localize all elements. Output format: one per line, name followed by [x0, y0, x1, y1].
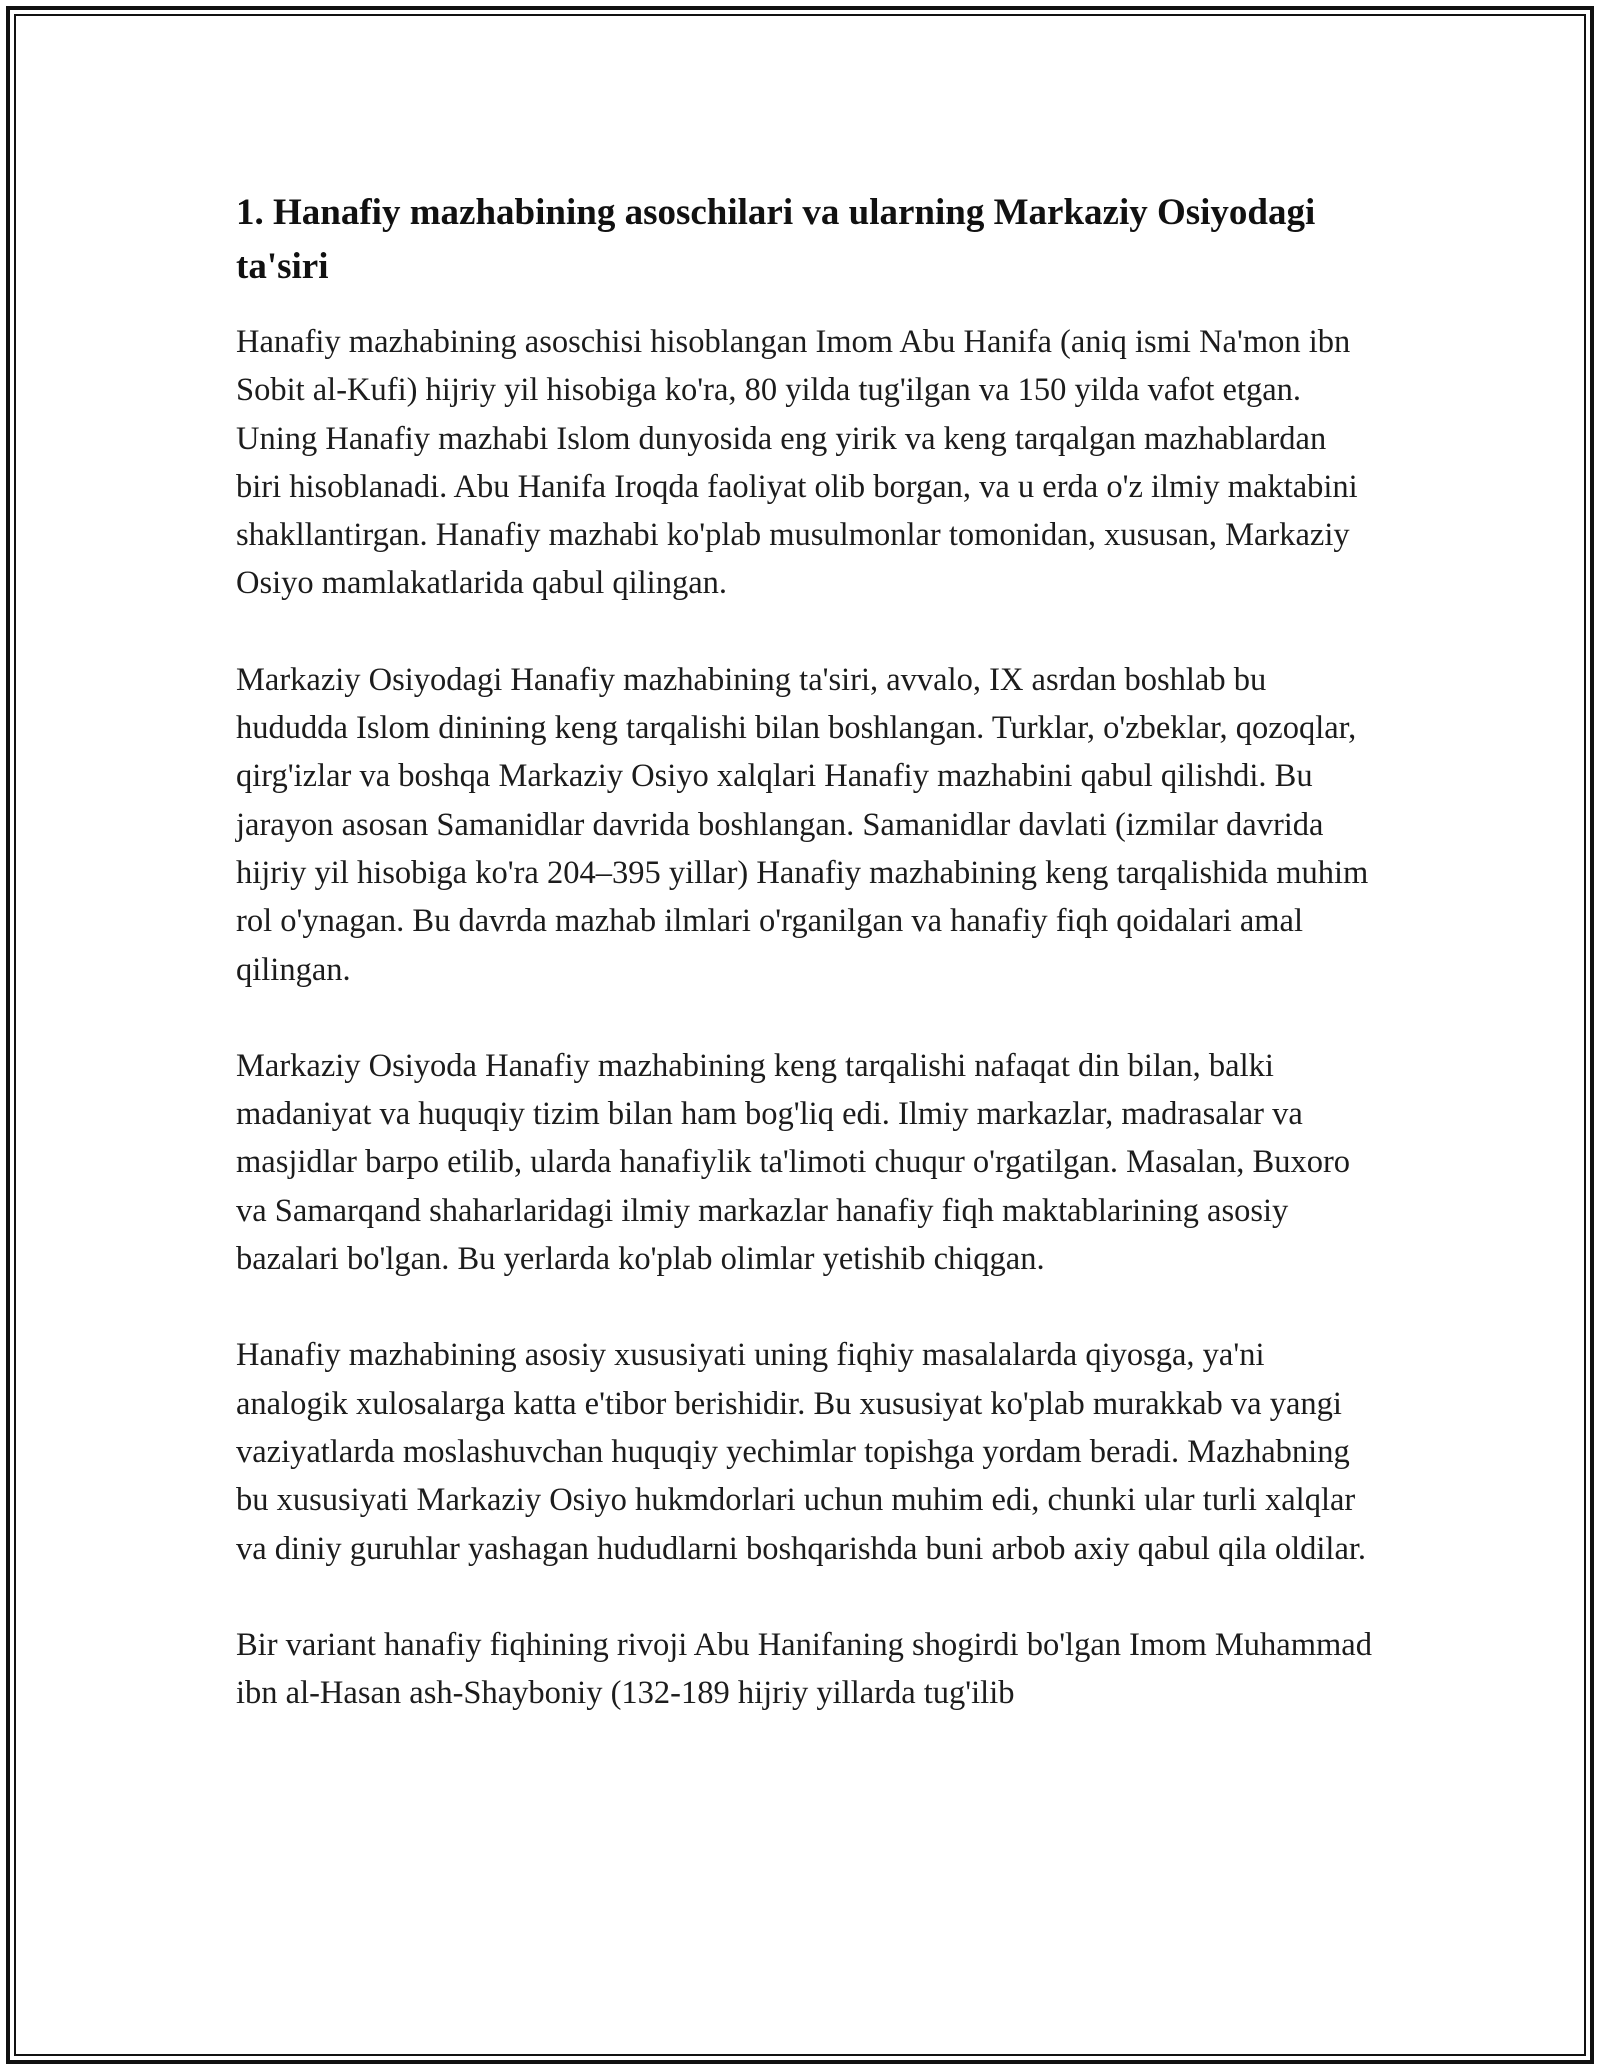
paragraph-4: Hanafiy mazhabining asosiy xususiyati uning fiqhiy masalalarda qiyosga, ya'ni analogik xulosalarga katta e'tibor berishidir. Bu xususiyat ko'plab murakkab va yangi vaziyatlarda moslashuvchan huquqiy yechimlar topishga yordam beradi. Mazhabning bu xususiyati Markaziy Osiyo hukmdorlari uchun muhim edi, chunki ular turli xalqlar va diniy guruhlar yashagan hududlarni boshqarishda buni arbob axiy qabul qila oldilar. [236, 1337, 1367, 1567]
document-body [236, 186, 1376, 1765]
paragraph-2: Markaziy Osiyodagi Hanafiy mazhabining ta'siri, avvalo, IX asrdan boshlab bu hududda Islom dinining keng tarqalishi bilan boshlangan. Turklar, o'zbeklar, qozoqlar, qirg'izlar va boshqa Markaziy Osiyo xalqlari Hanafiy mazhabini qabul qilishdi. Bu jarayon asosan Samanidlar davrida boshlangan. Samanidlar davlati (izmilar davrida hijriy yil hisobiga ko'ra 204–395 yillar) Hanafiy mazhabining keng tarqalishida muhim rol o'ynagan. Bu davrda mazhab ilmlari o'rganilgan va hanafiy fiqh qoidalari amal qilingan. [236, 661, 1369, 988]
section-heading: 1. Hanafiy mazhabining asoschilari va ularning Markaziy Osiyodagi ta'siri [236, 192, 1316, 287]
paragraph-3: Markaziy Osiyoda Hanafiy mazhabining keng tarqalishi nafaqat din bilan, balki madaniyat va huquqiy tizim bilan ham bog'liq edi. Ilmiy markazlar, madrasalar va masjidlar barpo etilib, ularda hanafiylik ta'limoti chuqur o'rgatilgan. Masalan, Buxoro va Samarqand shaharlaridagi ilmiy markazlar hanafiy fiqh maktablarining asosiy bazalari bo'lgan. Bu yerlarda ko'plab olimlar yetishib chiqgan. [236, 1047, 1351, 1278]
paragraph-5: Bir variant hanafiy fiqhining rivoji Abu Hanifaning shogirdi bo'lgan Imom Muhammad ibn al-Hasan ash-Shayboniy (132-189 hijriy yillarda tug'ilib [236, 1626, 1372, 1712]
paragraph-1: Hanafiy mazhabining asoschisi hisoblangan Imom Abu Hanifa (aniq ismi Na'mon ibn Sobit al-Kufi) hijriy yil hisobiga ko'ra, 80 yilda tug'ilgan va 150 yilda vafot etgan. Uning Hanafiy mazhabi Islom dunyosida eng yirik va keng tarqalgan mazhablardan biri hisoblanadi. Abu Hanifa Iroqda faoliyat olib borgan, va u erda o'z ilmiy maktabini shakllantirgan. Hanafiy mazhabi ko'plab musulmonlar tomonidan, xususan, Markaziy Osiyo mamlakatlarida qabul qilingan. [236, 324, 1358, 602]
